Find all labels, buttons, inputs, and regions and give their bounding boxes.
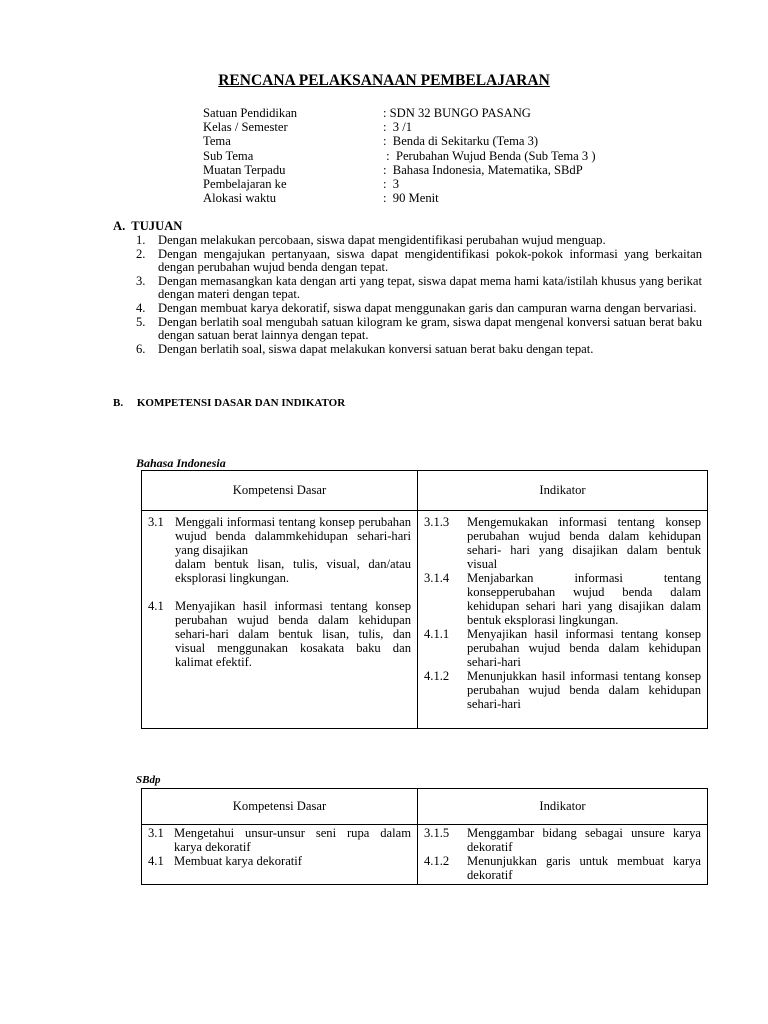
indikator-text: Menunjukkan garis untuk membuat karya dekoratif: [467, 854, 701, 882]
info-label: Pembelajaran ke: [203, 176, 287, 191]
section-b-heading: B. KOMPETENSI DASAR DAN INDIKATOR: [113, 397, 346, 409]
kd-text: Menyajikan hasil informasi tentang konsep perubahan wujud benda dalam kehidupan sehari-hari dalam bentuk lisan, tulis, dan visual menggunakan kosakata baku dan kalimat efektif.: [175, 599, 411, 669]
indikator-number: 4.1.2: [424, 669, 450, 683]
info-block: [203, 106, 596, 205]
document-title: RENCANA PELAKSANAAN PEMBELAJARAN: [218, 72, 550, 89]
indikator-number: 3.1.3: [424, 515, 450, 529]
kd-table-bahasa: [141, 470, 708, 729]
item-number: 2.: [136, 246, 146, 261]
kd-number: 3.1: [148, 826, 164, 840]
indikator-number: 3.1.4: [424, 571, 450, 585]
indikator-text: Menjabarkan informasi tentang konsepperubahan wujud benda dalam kehidupan sehari hari yang disajikan dalam bentuk eksplorasi lingkungan.: [467, 571, 701, 627]
item-number: 4.: [136, 300, 146, 315]
info-label: Sub Tema: [203, 148, 254, 163]
item-number: 3.: [136, 273, 146, 288]
kd-text: Membuat karya dekoratif: [174, 854, 302, 868]
kd-text: Mengetahui unsur-unsur seni rupa dalam karya dekoratif: [174, 826, 411, 854]
info-value: : 3 /1: [383, 120, 413, 135]
list-item: [136, 316, 702, 343]
indikator-cell: [418, 511, 708, 729]
item-text: Dengan mengajukan pertanyaan, siswa dapat mengidentifikasi pokok-pokok informasi yang berkaitan dengan perubahan wujud benda dengan tepat.: [158, 246, 702, 275]
indikator-number: 3.1.5: [424, 826, 450, 840]
item-number: 6.: [136, 341, 146, 356]
item-number: 1.: [136, 233, 146, 247]
info-row: [203, 120, 596, 134]
indikator-text: Menunjukkan hasil informasi tentang konsep perubahan wujud benda dalam kehidupan sehari-hari: [467, 669, 701, 711]
item-text: Dengan berlatih soal mengubah satuan kilogram ke gram, siswa dapat mengenal konversi satuan berat baku dengan satuan berat lainnya dengan tepat.: [158, 314, 702, 343]
info-label: Muatan Terpadu: [203, 162, 286, 177]
item-text: Dengan berlatih soal, siswa dapat melakukan konversi satuan berat baku dengan tepat.: [158, 341, 594, 356]
tujuan-list: [136, 234, 702, 356]
header-kd: Kompetensi Dasar: [142, 789, 418, 825]
info-value: : SDN 32 BUNGO PASANG: [383, 106, 531, 120]
item-number: 5.: [136, 314, 146, 329]
indikator-item: [424, 826, 701, 854]
kd-item: [148, 599, 411, 669]
info-row: [203, 163, 596, 177]
list-item: [136, 234, 702, 248]
info-label: Alokasi waktu: [203, 191, 277, 206]
header-indikator: Indikator: [418, 471, 708, 511]
info-value: : Bahasa Indonesia, Matematika, SBdP: [383, 162, 583, 177]
info-value: : Perubahan Wujud Benda (Sub Tema 3 ): [383, 148, 596, 163]
header-kd: Kompetensi Dasar: [142, 471, 418, 511]
kd-item: [148, 515, 411, 585]
info-value: : Benda di Sekitarku (Tema 3): [383, 134, 539, 149]
kd-table-sbdp: [141, 788, 708, 885]
list-item: [136, 275, 702, 302]
info-row: [203, 177, 596, 191]
indikator-cell: [418, 825, 708, 885]
section-a-heading: A. TUJUAN: [113, 219, 183, 233]
item-text: Dengan membuat karya dekoratif, siswa dapat menggunakan garis dan campuran warna dengan bervariasi.: [158, 300, 697, 315]
info-row: [203, 149, 596, 163]
subject-label-sbdp: SBdp: [136, 774, 161, 786]
kd-number: 4.1: [148, 854, 164, 868]
header-indikator: Indikator: [418, 789, 708, 825]
info-value: : 90 Menit: [383, 191, 439, 206]
table-row: [142, 511, 708, 729]
indikator-item: [424, 854, 701, 882]
kd-text-line: dalam bentuk lisan, tulis, visual, dan/atau eksplorasi lingkungan.: [175, 557, 411, 585]
kd-item: [148, 854, 411, 868]
info-row: [203, 106, 596, 120]
kd-text-line: Menggali informasi tentang konsep perubahan wujud benda dalammkehidupan sehari-hari yang disajikan: [175, 515, 411, 557]
indikator-item: [424, 669, 701, 711]
list-item: [136, 343, 702, 357]
indikator-item: [424, 627, 701, 669]
table-header-row: [142, 471, 708, 511]
indikator-number: 4.1.2: [424, 854, 450, 868]
indikator-text: Menggambar bidang sebagai unsure karya dekoratif: [467, 826, 701, 854]
kd-item: [148, 826, 411, 854]
list-item: [136, 248, 702, 275]
kd-cell: [142, 511, 418, 729]
info-row: [203, 191, 596, 205]
indikator-number: 4.1.1: [424, 627, 450, 641]
list-item: [136, 302, 702, 316]
info-row: [203, 134, 596, 148]
indikator-item: [424, 571, 701, 627]
table-header-row: [142, 789, 708, 825]
subject-label-bahasa: Bahasa Indonesia: [136, 456, 226, 470]
kd-number: 4.1: [148, 599, 164, 613]
item-text: Dengan memasangkan kata dengan arti yang tepat, siswa dapat mema hami kata/istilah khusus yang berikat dengan materi dengan tepat.: [158, 273, 702, 302]
indikator-item: [424, 515, 701, 571]
indikator-text: Menyajikan hasil informasi tentang konsep perubahan wujud benda dalam kehidupan sehari-hari: [467, 627, 701, 669]
info-label: Satuan Pendidikan: [203, 106, 298, 120]
item-text: Dengan melakukan percobaan, siswa dapat mengidentifikasi perubahan wujud menguap.: [158, 233, 606, 247]
kd-text: [175, 515, 411, 585]
indikator-text: Mengemukakan informasi tentang konsep perubahan wujud benda dalam kehidupan sehari- hari yang disajikan dalam bentuk visual: [467, 515, 701, 571]
info-label: Kelas / Semester: [203, 120, 288, 135]
kd-number: 3.1: [148, 515, 164, 529]
table-row: [142, 825, 708, 885]
info-label: Tema: [203, 134, 231, 149]
kd-cell: [142, 825, 418, 885]
info-value: : 3: [383, 176, 400, 191]
